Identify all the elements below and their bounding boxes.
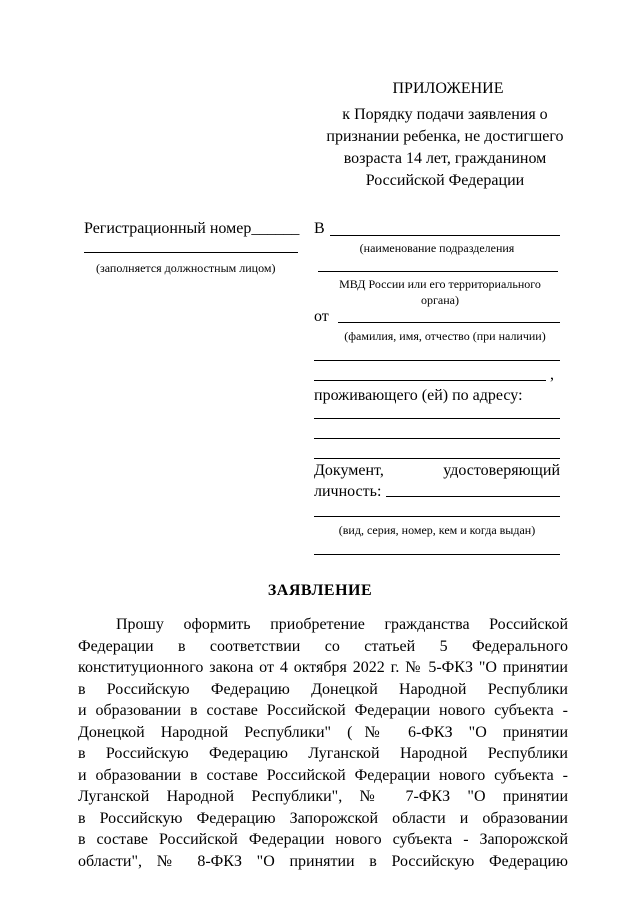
unit-line	[330, 235, 560, 236]
statement-line: в Российскую Федерацию Донецкой Народной Республики	[78, 680, 568, 698]
unit-line-2	[318, 271, 558, 272]
unit-hint: (наименование подразделения	[359, 241, 515, 255]
appendix-heading: ПРИЛОЖЕНИЕ	[392, 80, 504, 97]
registration-hint: (заполняется должностным лицом)	[96, 261, 276, 275]
statement-line: и образовании в составе Российской Федерации нового субъекта -	[78, 702, 568, 719]
document-label-row	[314, 460, 560, 482]
name-line-2	[314, 360, 560, 361]
statement-line: Прошу оформить приобретение гражданства Российской	[116, 616, 568, 633]
from-prefix: от	[314, 308, 329, 325]
statement-line: области", № 8-ФКЗ "О принятии в Российскую Федерацию	[78, 852, 568, 870]
appendix-line: Российской Федерации	[365, 172, 525, 189]
document-word: Документ,	[314, 462, 384, 479]
statement-line: конституционного закона от 4 октября 2022 г. № 5-ФКЗ "О принятии	[78, 659, 568, 676]
identity-line	[386, 496, 560, 497]
statement-line: Федерации в соответствии со статьей 5 Федерального	[78, 637, 568, 655]
appendix-block	[300, 78, 580, 192]
comma: ,	[550, 366, 554, 383]
statement-line: Донецкой Народной Республики" (№ 6-ФКЗ "О принятии	[78, 723, 568, 741]
statement-title: ЗАЯВЛЕНИЕ	[267, 582, 373, 599]
name-line	[338, 322, 560, 323]
to-prefix: В	[314, 220, 325, 237]
registration-label: Регистрационный номер______	[84, 220, 300, 237]
appendix-line: к Порядку подачи заявления о	[342, 106, 548, 123]
statement-line: и образовании в составе Российской Федерации нового субъекта -	[78, 766, 568, 784]
name-hint: (фамилия, имя, отчество (при наличии)	[344, 329, 546, 343]
registration-line	[84, 252, 298, 253]
certifying-word: удостоверяющий	[443, 462, 560, 479]
appendix-line: возраста 14 лет, гражданином	[343, 150, 547, 167]
address-line-2	[314, 438, 560, 439]
document-line	[314, 554, 560, 555]
statement-line: Луганской Народной Республики", № 7-ФКЗ "О принятии	[78, 788, 568, 805]
appendix-line: признании ребенка, не достигшего	[326, 128, 564, 145]
statement-line: в составе Российской Федерации нового субъекта - Запорожской	[78, 831, 568, 848]
residing-label: проживающего (ей) по адресу:	[314, 387, 523, 404]
identity-label: личность:	[314, 483, 382, 500]
name-line-3	[314, 380, 546, 381]
identity-line-2	[314, 516, 560, 517]
document-hint: (вид, серия, номер, кем и когда выдан)	[338, 523, 536, 537]
statement-line: в Российскую Федерацию Луганской Народной Республики	[78, 745, 568, 762]
mvd-hint: МВД России или его территориального органа)	[339, 277, 541, 307]
statement-body	[78, 614, 568, 872]
address-line-1	[314, 418, 560, 419]
address-line-3	[314, 458, 560, 459]
statement-line: в Российскую Федерацию Запорожской области и образовании	[78, 809, 568, 827]
